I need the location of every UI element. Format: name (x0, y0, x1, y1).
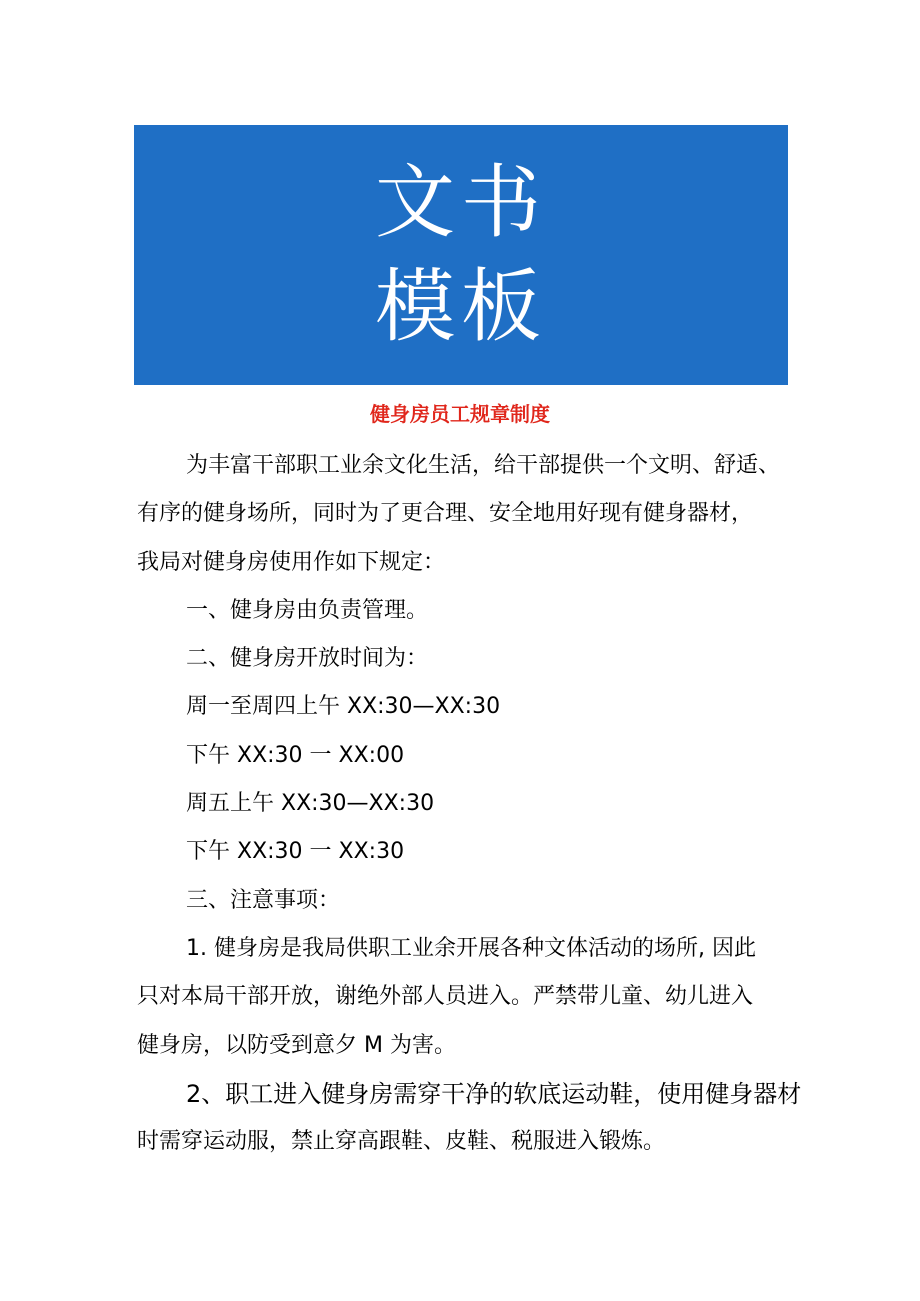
document-body (137, 442, 802, 1166)
note-2-line-2: 时需穿运动服，禁止穿高跟鞋、皮鞋、税服进入锻炼。 (137, 1129, 666, 1155)
schedule-mon-thu-afternoon: 下午 XX:30 一 XX:00 (186, 742, 405, 768)
intro-line-2: 有序的健身场所，同时为了更合理、安全地用好现有健身器材， (137, 501, 754, 527)
rule-2: 二、健身房开放时间为： (186, 646, 429, 672)
schedule-fri-morning: 周五上午 XX:30—XX:30 (186, 791, 435, 817)
schedule-fri-afternoon: 下午 XX:30 一 XX:30 (186, 839, 405, 865)
document-title: 健身房员工规章制度 (370, 402, 550, 426)
rule-3-heading: 三、注意事项： (186, 887, 341, 913)
banner-title-line-2: 模板 (375, 260, 547, 353)
cover-banner (134, 125, 788, 385)
note-1-line-2: 只对本局干部开放，谢绝外部人员进入。严禁带儿童、幼儿进入 (137, 984, 754, 1010)
note-1-line-1: 1. 健身房是我局供职工业余开展各种文体活动的场所, 因此 (186, 935, 756, 961)
note-2-line-1: 2、职工进入健身房需穿干净的软底运动鞋，使用健身器材 (186, 1079, 802, 1108)
schedule-mon-thu-morning: 周一至周四上午 XX:30—XX:30 (186, 694, 501, 720)
banner-title-line-1: 文书 (375, 156, 547, 249)
intro-line-3: 我局对健身房使用作如下规定： (137, 549, 446, 575)
rule-1: 一、健身房由负责管理。 (186, 597, 429, 623)
note-1-line-3: 健身房，以防受到意夕 M 为害。 (137, 1032, 456, 1058)
intro-line-1: 为丰富干部职工业余文化生活，给干部提供一个文明、舒适、 (186, 453, 781, 478)
